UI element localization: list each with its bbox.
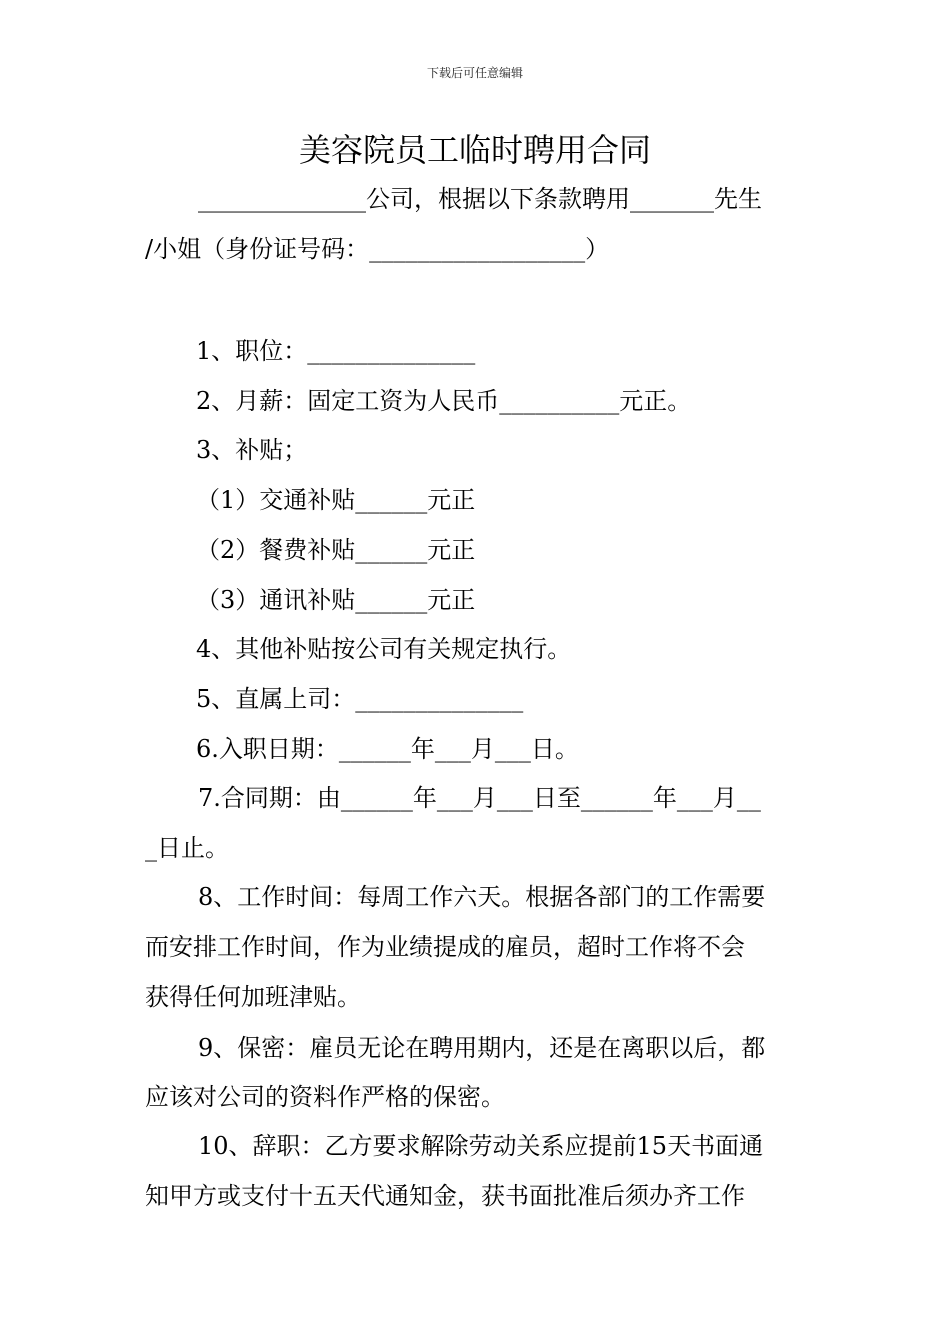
clause-confidentiality: 9、保密：雇员无论在聘用期内，还是在离职以后，都 bbox=[198, 1034, 766, 1062]
page-header-note: 下载后可任意编辑 bbox=[426, 66, 523, 80]
allowance-meal: （2）餐费补贴______元正 bbox=[196, 536, 476, 564]
clause-allowance: 3、补贴； bbox=[196, 436, 308, 464]
intro-line-2: /小姐（身份证号码：__________________） bbox=[145, 235, 610, 263]
clause-monthly-salary: 2、月薪：固定工资为人民币__________元正。 bbox=[196, 387, 692, 415]
clause-working-hours-cont-1: 而安排工作时间，作为业绩提成的雇员，超时工作将不会 bbox=[145, 933, 745, 961]
clause-start-date: 6.入职日期：______年___月___日。 bbox=[196, 735, 579, 763]
clause-contract-period-cont: _日止。 bbox=[145, 834, 229, 862]
clause-working-hours-cont-2: 获得任何加班津贴。 bbox=[145, 983, 361, 1011]
clause-working-hours: 8、工作时间：每周工作六天。根据各部门的工作需要 bbox=[198, 883, 766, 911]
clause-supervisor: 5、直属上司：______________ bbox=[196, 685, 524, 713]
clause-position: 1、职位：______________ bbox=[196, 337, 476, 365]
clause-confidentiality-cont: 应该对公司的资料作严格的保密。 bbox=[145, 1083, 505, 1111]
clause-resignation: 10、辞职：乙方要求解除劳动关系应提前15天书面通 bbox=[198, 1132, 764, 1160]
clause-resignation-cont: 知甲方或支付十五天代通知金，获书面批准后须办齐工作 bbox=[145, 1182, 745, 1210]
allowance-transport: （1）交通补贴______元正 bbox=[196, 486, 476, 514]
clause-contract-period: 7.合同期：由______年___月___日至______年___月__ bbox=[198, 784, 761, 812]
intro-line-1: ______________公司，根据以下条款聘用_______先生 bbox=[198, 185, 762, 213]
allowance-communication: （3）通讯补贴______元正 bbox=[196, 586, 476, 614]
clause-other-allowance: 4、其他补贴按公司有关规定执行。 bbox=[196, 635, 572, 663]
document-title: 美容院员工临时聘用合同 bbox=[298, 131, 651, 169]
